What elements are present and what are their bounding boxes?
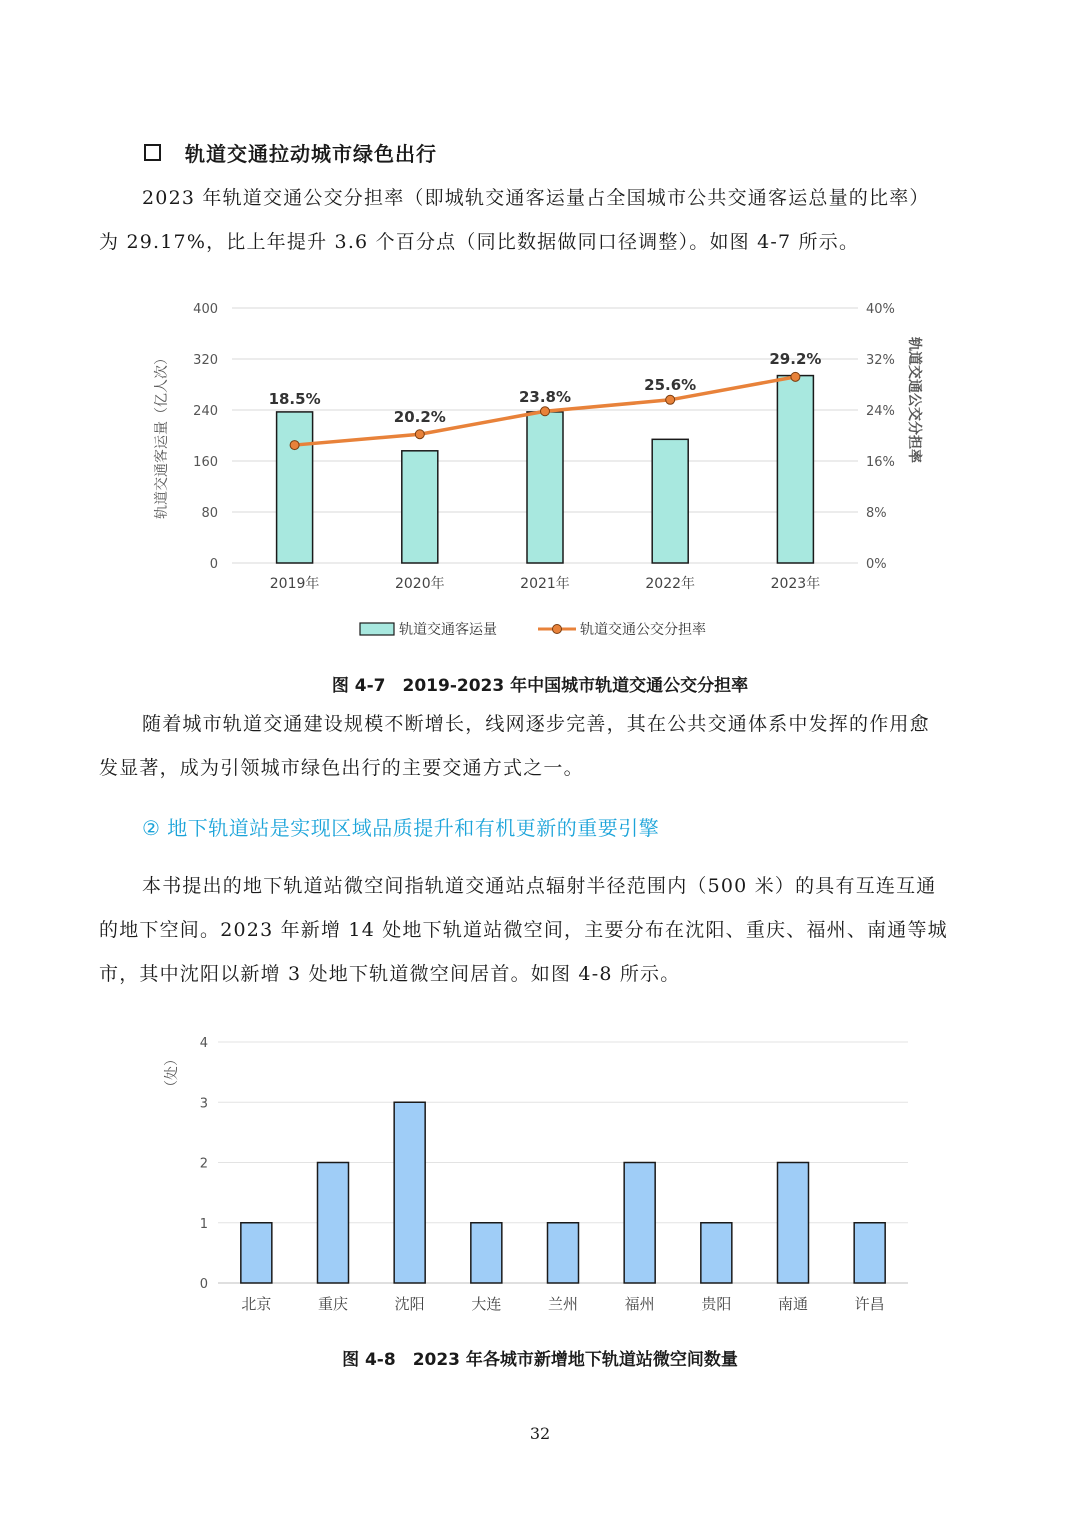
y-tick-label: 320 xyxy=(193,353,218,368)
chart-rail-share xyxy=(140,290,940,650)
legend-marker-line xyxy=(553,625,562,634)
bar-new-stations xyxy=(318,1163,349,1284)
bar-ridership xyxy=(402,451,438,563)
x-tick-label: 福州 xyxy=(624,1295,655,1313)
data-label-share-rate: 23.8% xyxy=(518,388,572,406)
legend-swatch-bar xyxy=(360,623,394,635)
x-tick-label: 2022年 xyxy=(645,576,696,592)
paragraph-line: 的地下空间。2023 年新增 14 处地下轨道站微空间，主要分布在沈阳、重庆、福州、南通等城 xyxy=(99,919,948,941)
y-tick-label: 80 xyxy=(201,506,218,521)
bar-new-stations xyxy=(778,1163,809,1284)
x-tick-label: 兰州 xyxy=(547,1295,579,1313)
paragraph-line: 市，其中沈阳以新增 3 处地下轨道微空间居首。如图 4-8 所示。 xyxy=(99,963,681,985)
x-tick-label: 许昌 xyxy=(854,1295,885,1313)
bar-new-stations xyxy=(624,1163,655,1284)
paragraph-rail-growth-cont xyxy=(99,746,981,790)
figure-caption-4-7: 图 4-7 2019-2023 年中国城市轨道交通公交分担率 xyxy=(331,676,749,696)
chart-underground-stations xyxy=(150,1025,930,1325)
section-title: 轨道交通拉动城市绿色出行 xyxy=(185,142,437,166)
x-tick-label: 沈阳 xyxy=(394,1295,425,1313)
figure-caption-4-8: 图 4-8 2023 年各城市新增地下轨道站微空间数量 xyxy=(342,1350,738,1370)
y-axis-title: （处） xyxy=(164,1052,180,1094)
legend-label-line: 轨道交通公交分担率 xyxy=(580,622,706,638)
y-tick-label: 0 xyxy=(209,557,218,572)
line-point-share-rate xyxy=(415,430,424,439)
bar-new-stations xyxy=(701,1223,732,1283)
x-tick-label: 重庆 xyxy=(317,1295,349,1313)
y2-tick-label: 40% xyxy=(866,302,895,317)
y-tick-label: 160 xyxy=(193,455,218,470)
paragraph-line: 本书提出的地下轨道站微空间指轨道交通站点辐射半径范围内（500 米）的具有互连互通 xyxy=(142,875,937,897)
bar-ridership xyxy=(527,412,563,563)
paragraph-share-rate xyxy=(99,176,981,220)
checkbox-square-icon xyxy=(144,144,161,161)
section-heading-underground: ② 地下轨道站是实现区域品质提升和有机更新的重要引擎 xyxy=(142,816,660,840)
bar-ridership xyxy=(652,439,688,563)
y2-axis-title: 轨道交通公交分担率 xyxy=(906,337,922,463)
x-tick-label: 2019年 xyxy=(269,576,320,592)
y-tick-label: 240 xyxy=(193,404,218,419)
y2-tick-label: 0% xyxy=(866,557,887,572)
paragraph-line: 为 29.17%，比上年提升 3.6 个百分点（同比数据做同口径调整）。如图 4-7 所示。 xyxy=(99,231,860,253)
y-tick-label: 2 xyxy=(199,1156,208,1172)
bar-new-stations xyxy=(471,1223,502,1283)
legend-label-bar: 轨道交通客运量 xyxy=(399,622,497,638)
x-tick-label: 2020年 xyxy=(394,576,445,592)
paragraph-rail-growth xyxy=(99,702,981,746)
bar-new-stations xyxy=(854,1223,885,1283)
y-tick-label: 4 xyxy=(199,1036,208,1051)
x-tick-label: 南通 xyxy=(777,1295,809,1313)
y2-tick-label: 32% xyxy=(866,353,895,368)
paragraph-line: 2023 年轨道交通公交分担率（即城轨交通客运量占全国城市公共交通客运总量的比率） xyxy=(142,187,930,209)
data-label-share-rate: 25.6% xyxy=(644,376,697,394)
y-axis-title: 轨道交通客运量（亿人次） xyxy=(154,351,170,519)
x-tick-label: 北京 xyxy=(241,1295,272,1313)
y-tick-label: 400 xyxy=(193,302,218,317)
x-tick-label: 大连 xyxy=(471,1295,502,1313)
bar-ridership xyxy=(777,376,813,563)
line-point-share-rate xyxy=(666,395,675,404)
y2-tick-label: 8% xyxy=(866,506,887,521)
x-tick-label: 贵阳 xyxy=(701,1295,732,1313)
data-label-share-rate: 20.2% xyxy=(393,408,446,426)
y-tick-label: 3 xyxy=(199,1096,208,1112)
paragraph-underground-cont xyxy=(99,908,981,952)
y-tick-label: 0 xyxy=(199,1277,208,1292)
data-label-share-rate: 29.2% xyxy=(769,350,822,368)
bar-ridership xyxy=(277,412,313,563)
page-number: 32 xyxy=(529,1424,551,1443)
section-heading xyxy=(144,138,437,167)
bar-new-stations xyxy=(394,1102,425,1283)
bar-new-stations xyxy=(241,1223,272,1283)
paragraph-share-rate-cont xyxy=(99,220,981,264)
y2-tick-label: 16% xyxy=(866,455,895,470)
bar-new-stations xyxy=(548,1223,579,1283)
line-point-share-rate xyxy=(541,407,550,416)
y2-tick-label: 24% xyxy=(866,404,895,419)
paragraph-underground xyxy=(99,864,981,908)
paragraph-underground-cont2 xyxy=(99,952,981,996)
paragraph-line: 发显著，成为引领城市绿色出行的主要交通方式之一。 xyxy=(99,757,584,779)
line-point-share-rate xyxy=(290,441,299,450)
data-label-share-rate: 18.5% xyxy=(268,390,321,408)
line-point-share-rate xyxy=(791,372,800,381)
paragraph-line: 随着城市轨道交通建设规模不断增长，线网逐步完善，其在公共交通体系中发挥的作用愈 xyxy=(142,713,930,735)
y-tick-label: 1 xyxy=(199,1216,208,1232)
x-tick-label: 2023年 xyxy=(770,576,821,592)
x-tick-label: 2021年 xyxy=(520,576,570,592)
